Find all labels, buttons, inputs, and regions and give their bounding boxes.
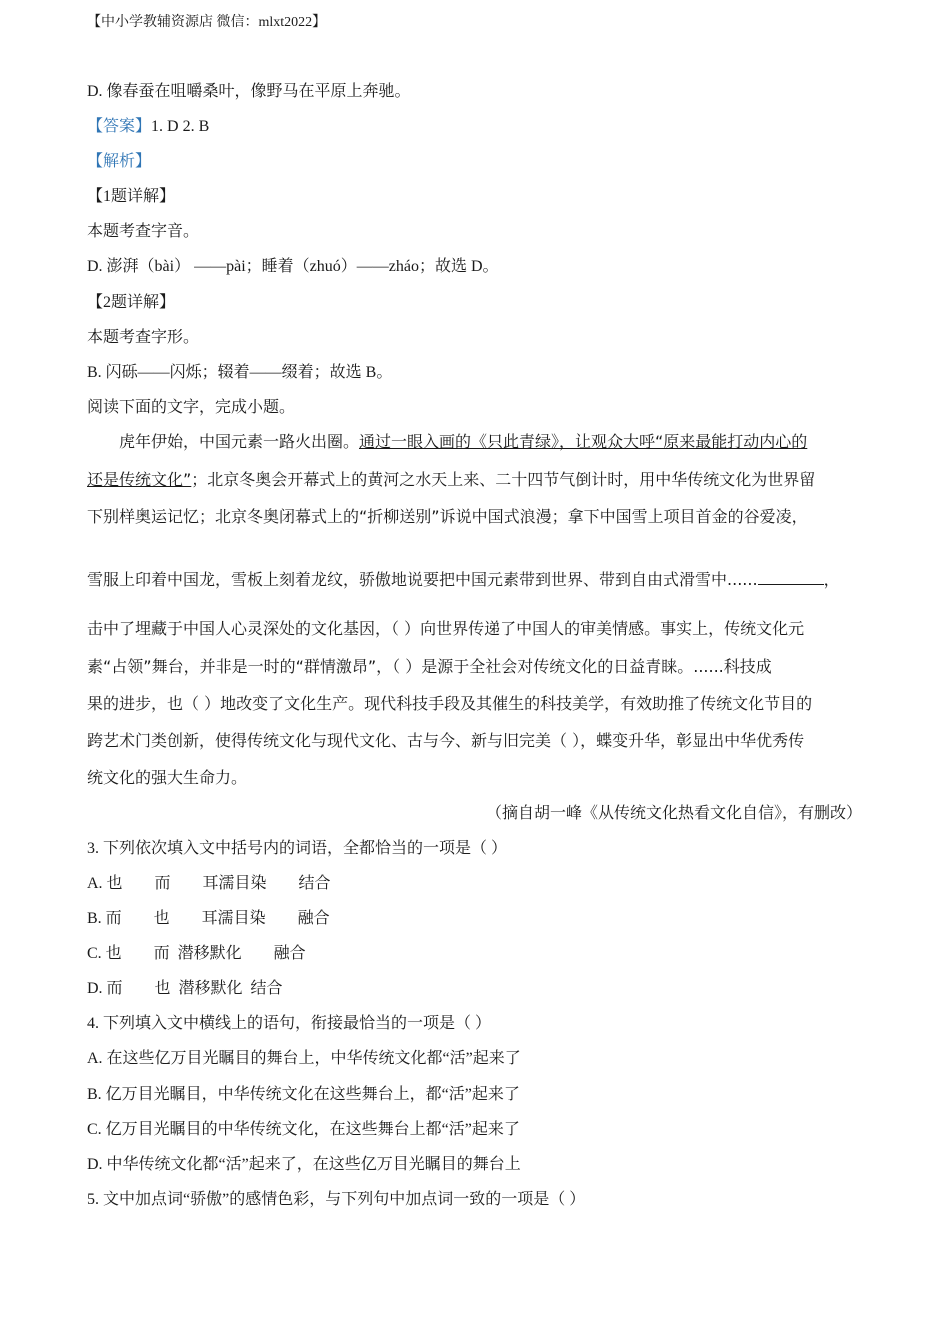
passage-line-6: 素“占领”舞台，并非是一时的“群情激昂”，（ ）是源于全社会对传统文化的日益青睐。......科技成 — [87, 657, 772, 676]
answer-text: 1. D 2. B — [151, 118, 210, 135]
q3-option-b: B. 而 也 耳濡目染 融合 — [87, 910, 330, 927]
q2-detail-explain: B. 闪砾——闪烁；辍着——缀着；故选 B。 — [87, 364, 393, 381]
q1-detail-title: 【1题详解】 — [87, 188, 176, 205]
passage-text: ；北京冬奥会开幕式上的黄河之水天上来、二十四节气倒计时，用中华传统文化为世界留 — [191, 470, 816, 489]
q4-option-d: D. 中华传统文化都“活”起来了，在这些亿万目光瞩目的舞台上 — [87, 1156, 521, 1173]
passage-text: 雪服上印着中国龙，雪板上刻着龙纹， — [87, 570, 360, 589]
passage-text: 虎年伊始，中国元素一路火出圈。 — [119, 432, 360, 451]
q1-detail-topic: 本题考查字音。 — [87, 223, 200, 240]
q4-option-b: B. 亿万目光瞩目，中华传统文化在这些舞台上，都“活”起来了 — [87, 1086, 520, 1103]
passage-line-4 — [87, 570, 840, 590]
passage-line-7: 果的进步，也（ ）地改变了文化生产。现代科技手段及其催生的科技美学，有效助推了传统文化节目的 — [87, 694, 813, 713]
passage-line-2 — [87, 470, 815, 490]
q2-detail-title: 【2题详解】 — [87, 294, 176, 311]
passage-underlined-text: 还是传统文化” — [87, 470, 192, 489]
q5-stem: 5. 文中加点词“骄傲”的感情色彩，与下列句中加点词一致的一项是（ ） — [87, 1191, 586, 1208]
passage-line-5: 击中了埋藏于中国人心灵深处的文化基因，（ ）向世界传递了中国人的审美情感。事实上，传统文化元 — [87, 619, 805, 638]
fill-in-blank-line — [758, 570, 824, 585]
q2-option-d: D. 像春蚕在咀嚼桑叶，像野马在平原上奔驰。 — [87, 83, 411, 100]
q4-option-a: A. 在这些亿万目光瞩目的舞台上，中华传统文化都“活”起来了 — [87, 1050, 521, 1067]
passage-source: （摘自胡一峰《从传统文化热看文化自信》，有删改） — [485, 805, 862, 822]
q1-detail-explain: D. 澎湃（bài） ——pài；睡着（zhuó）——zháo；故选 D。 — [87, 258, 499, 275]
page-header: 【中小学教辅资源店 微信：mlxt2022】 — [87, 15, 327, 30]
passage-text: ， — [823, 570, 840, 589]
passage-text: 地说要把中国元素带到世界、带到自由式滑雪中...... — [391, 570, 758, 589]
q3-option-a: A. 也 而 耳濡目染 结合 — [87, 875, 331, 892]
reading-prompt: 阅读下面的文字，完成小题。 — [87, 399, 296, 416]
dotted-word-jiaoao: 骄傲 — [359, 570, 392, 589]
q4-stem: 4. 下列填入文中横线上的语句，衔接最恰当的一项是（ ） — [87, 1015, 492, 1032]
passage-line-9: 统文化的强大生命力。 — [87, 768, 248, 787]
q4-option-c: C. 亿万目光瞩目的中华传统文化，在这些舞台上都“活”起来了 — [87, 1121, 520, 1138]
passage-line-8: 跨艺术门类创新，使得传统文化与现代文化、古与今、新与旧完美（ ），蝶变升华，彰显出中华优秀传 — [87, 731, 805, 750]
answer-line — [87, 117, 209, 137]
analysis-label: 【解析】 — [87, 153, 152, 170]
answer-label: 【答案】 — [87, 118, 152, 135]
passage-line-1 — [119, 432, 807, 452]
passage-line-3: 下别样奥运记忆；北京冬奥闭幕式上的“折柳送别”诉说中国式浪漫；拿下中国雪上项目首金的谷爱凌， — [87, 507, 808, 526]
q3-stem: 3. 下列依次填入文中括号内的词语，全都恰当的一项是（ ） — [87, 840, 508, 857]
passage-underlined-text: 通过一眼入画的《只此青绿》，让观众大呼“原来最能打动内心的 — [359, 432, 808, 451]
q3-option-c: C. 也 而 潜移默化 融合 — [87, 945, 306, 962]
q3-option-d: D. 而 也 潜移默化 结合 — [87, 980, 283, 997]
q2-detail-topic: 本题考查字形。 — [87, 329, 200, 346]
